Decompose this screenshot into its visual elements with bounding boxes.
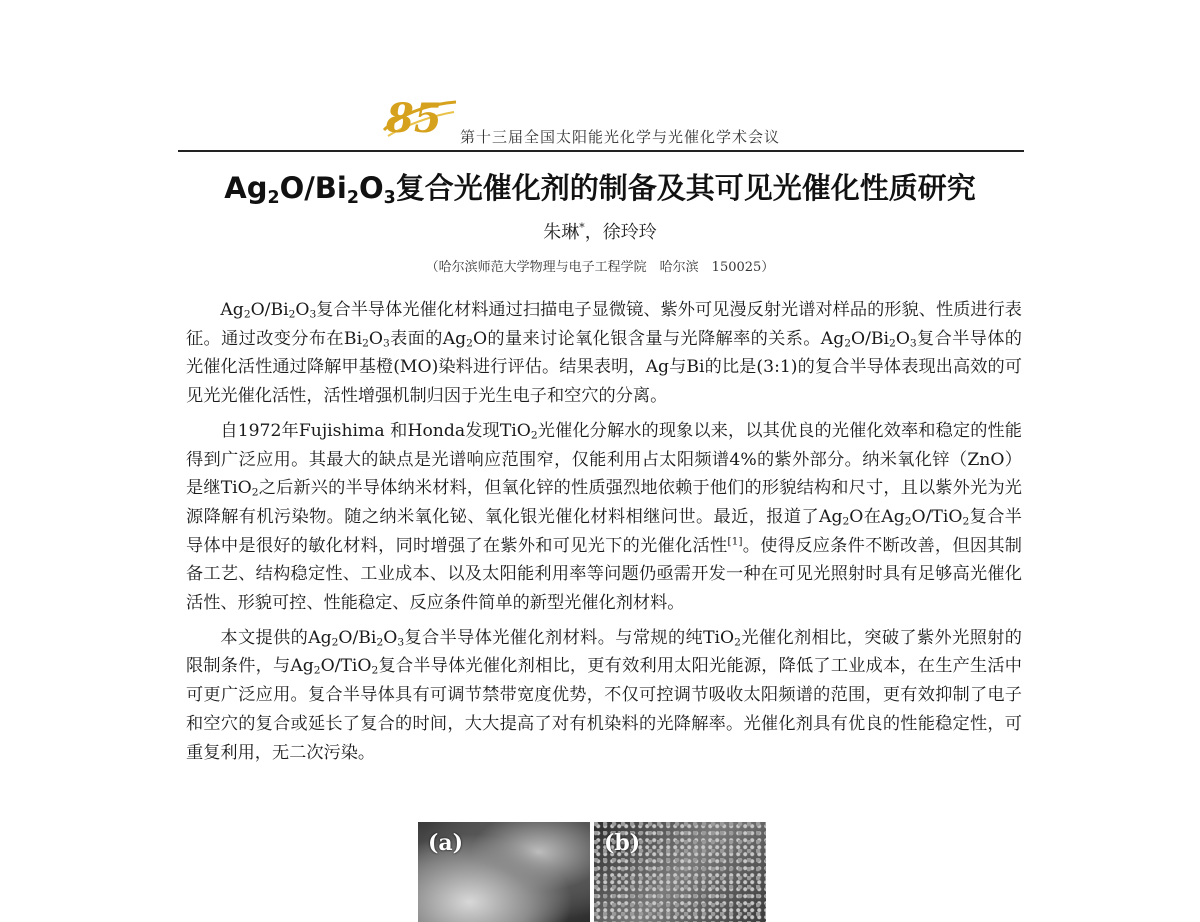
sem-figure — [418, 822, 766, 922]
sem-image-a — [418, 822, 590, 922]
header-divider — [178, 150, 1024, 152]
affiliation: （哈尔滨师范大学物理与电子工程学院 哈尔滨 150025） — [425, 260, 775, 275]
body-text — [186, 296, 1022, 773]
anniversary-logo — [378, 86, 460, 146]
present-work-paragraph: 本文提供的$Ag_2O/Bi_2O_3$复合半导体光催化剂材料。与常规的纯TiO$_2$光催化剂相比，突破了紫外光照射的限制条件，与$Ag_2O/TiO_2$复合半导体光催化剂相比，更有效利用太阳光能源，降低了工业成本，在生产生活中可更广泛应用。复合半导体具有可调节禁带宽度优势，不仅可控调节吸收太阳频谱的范围，更有效抑制了电子和空穴的复合或延长了复合的时间，大大提高了对有机染料的光降解率。光催化剂具有优良的性能稳定性，可重复利用，无二次污染。 — [186, 627, 1022, 763]
citation-ref[interactable]: [1] — [727, 534, 743, 548]
panel-label-a: (a) — [428, 830, 464, 856]
sem-image-b — [594, 822, 766, 922]
conference-title: 第十三届全国太阳能光化学与光催化学术会议 — [460, 128, 781, 146]
paper-title: $Ag_2O/Bi_2O_3$复合光催化剂的制备及其可见光催化性质研究 — [224, 171, 976, 209]
abstract-paragraph: $Ag_2O/Bi_2O_3$复合半导体光催化材料通过扫描电子显微镜、紫外可见漫反射光谱对样品的形貌、性质进行表征。通过改变分布在$Bi_2O_3$表面的$Ag_2O$的量来讨论氧化银含量与光降解率的关系。$Ag_2O/Bi_2O_3$复合半导体的光催化活性通过降解甲基橙(MO)染料进行评估。结果表明，Ag与Bi的比是(3:1)的复合半导体表现出高效的可见光光催化活性，活性增强机制归因于光生电子和空穴的分离。 — [186, 300, 1022, 407]
intro-paragraph: 自1972年Fujishima 和Honda发现TiO$_2$光催化分解水的现象以来，以其优良的光催化效率和稳定的性能得到广泛应用。其最大的缺点是光谱响应范围窄，仅能利用占太阳频谱4%的紫外部分。纳米氧化锌（ZnO）是继TiO$_2$之后新兴的半导体纳米材料，但氧化锌的性质强烈地依赖于他们的形貌结构和尺寸，且以紫外光为光源降解有机污染物。随之纳米氧化铋、氧化银光催化材料相继问世。最近，报道了$Ag_2O$在$Ag_2O/TiO_2$复合半导体中是很好的敏化材料，同时增强了在紫外和可见光下的光催化活性[1]。使得反应条件不断改善，但因其制备工艺、结构稳定性、工业成本、以及太阳能利用率等问题仍亟需开发一种在可见光照射时具有足够高光催化活性、形貌可控、性能稳定、反应条件简单的新型光催化剂材料。 — [186, 420, 1022, 614]
logo-number: 85 — [386, 95, 442, 142]
author-list: 朱琳*，徐玲玲 — [543, 221, 657, 243]
panel-label-b: (b) — [604, 830, 641, 856]
